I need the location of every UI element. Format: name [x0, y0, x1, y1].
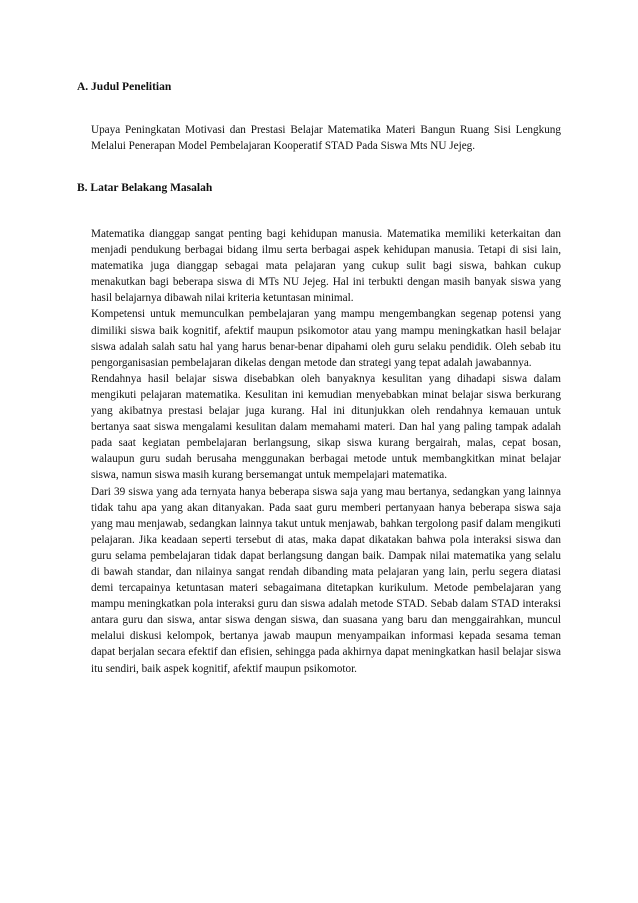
background-paragraph-2: Kompetensi untuk memunculkan pembelajaran yang mampu mengembangkan segenap potensi yang dimiliki siswa baik kognitif, afektif maupun psikomotor atau yang mampu meningkatkan hasil belajar siswa adalah salah satu hal yang harus benar-benar dipahami oleh guru selaku pendidik. Oleh sebab itu pengorganisasian pembelajaran dikelas dengan metode dan strategi yang tepat adalah jawabannya. — [91, 308, 561, 369]
background-paragraph-1: Matematika dianggap sangat penting bagi kehidupan manusia. Matematika memiliki keterkaitan dan menjadi pendukung berbagai bidang ilmu serta berbagai aspek kehidupan manusia. Tetapi di sisi lain, matematika juga dianggap sebagai mata pelajaran yang cukup sulit bagi siswa, bahkan cukup menakutkan bagi beberapa siswa di MTs NU Jejeg. Hal ini terbukti dengan masih banyak siswa yang hasil belajarnya dibawah nilai kriteria ketuntasan minimal. — [91, 228, 561, 305]
section-b-heading: B. Latar Belakang Masalah — [77, 182, 213, 194]
background-paragraph-3: Rendahnya hasil belajar siswa disebabkan oleh banyaknya kesulitan yang dihadapi siswa dalam mengikuti pelajaran matematika. Kesulitan ini kemudian menyebabkan minat belajar siswa berkurang yang akibatnya prestasi belajar juga kurang. Hal ini ditunjukkan oleh rendahnya kemauan untuk bertanya saat siswa mengalami kesulitan dalam memahami materi. Dan hal yang paling tampak adalah pada saat kegiatan pembelajaran berlangsung, sikap siswa kurang bergairah, malas, cepat bosan, walaupun guru sudah berusaha menggunakan berbagai metode untuk membangkitkan minat belajar siswa, namun siswa masih kurang bersemangat untuk mempelajari matematika. — [91, 372, 561, 482]
section-a-heading: A. Judul Penelitian — [77, 81, 172, 93]
background-body — [91, 226, 561, 677]
background-paragraph-4: Dari 39 siswa yang ada ternyata hanya beberapa siswa saja yang mau bertanya, sedangkan yang lainnya tidak tahu apa yang akan ditanyakan. Pada saat guru memberi pertanyaan hanya beberapa siswa saja yang mau menjawab, sedangkan lainnya takut untuk menjawab, bahkan tergolong pasif dalam mengikuti pelajaran. Jika keadaan seperti tersebut di atas, maka dapat dikatakan bahwa pola interaksi siswa dan guru selama pembelajaran tidak dapat berlangsung dangan baik. Dampak nilai matematika yang selalu di bawah standar, dan nilainya sangat rendah dibanding mata pelajaran yang lain, perlu segera diatasi demi tercapainya ketuntasan materi sebagaimana ditetapkan kurikulum. Metode pembelajaran yang mampu meningkatkan pola interaksi guru dan siswa adalah metode STAD. Sebab dalam STAD interaksi antara guru dan siswa, antar siswa dengan siswa, dan suasana yang baru dan menggairahkan, muncul melalui diskusi kelompok, bertanya jawab maupun menyampaikan informasi kepada sesama teman dapat berjalan secara efektif dan efisien, sehingga pada akhirnya dapat meningkatkan hasil belajar siswa itu sendiri, baik aspek kognitif, afektif maupun psikomotor. — [91, 485, 561, 675]
research-title-text: Upaya Peningkatan Motivasi dan Prestasi Belajar Matematika Materi Bangun Ruang Sisi Lengkung Melalui Penerapan Model Pembelajaran Kooperatif STAD Pada Siswa Mts NU Jejeg. — [91, 124, 561, 152]
